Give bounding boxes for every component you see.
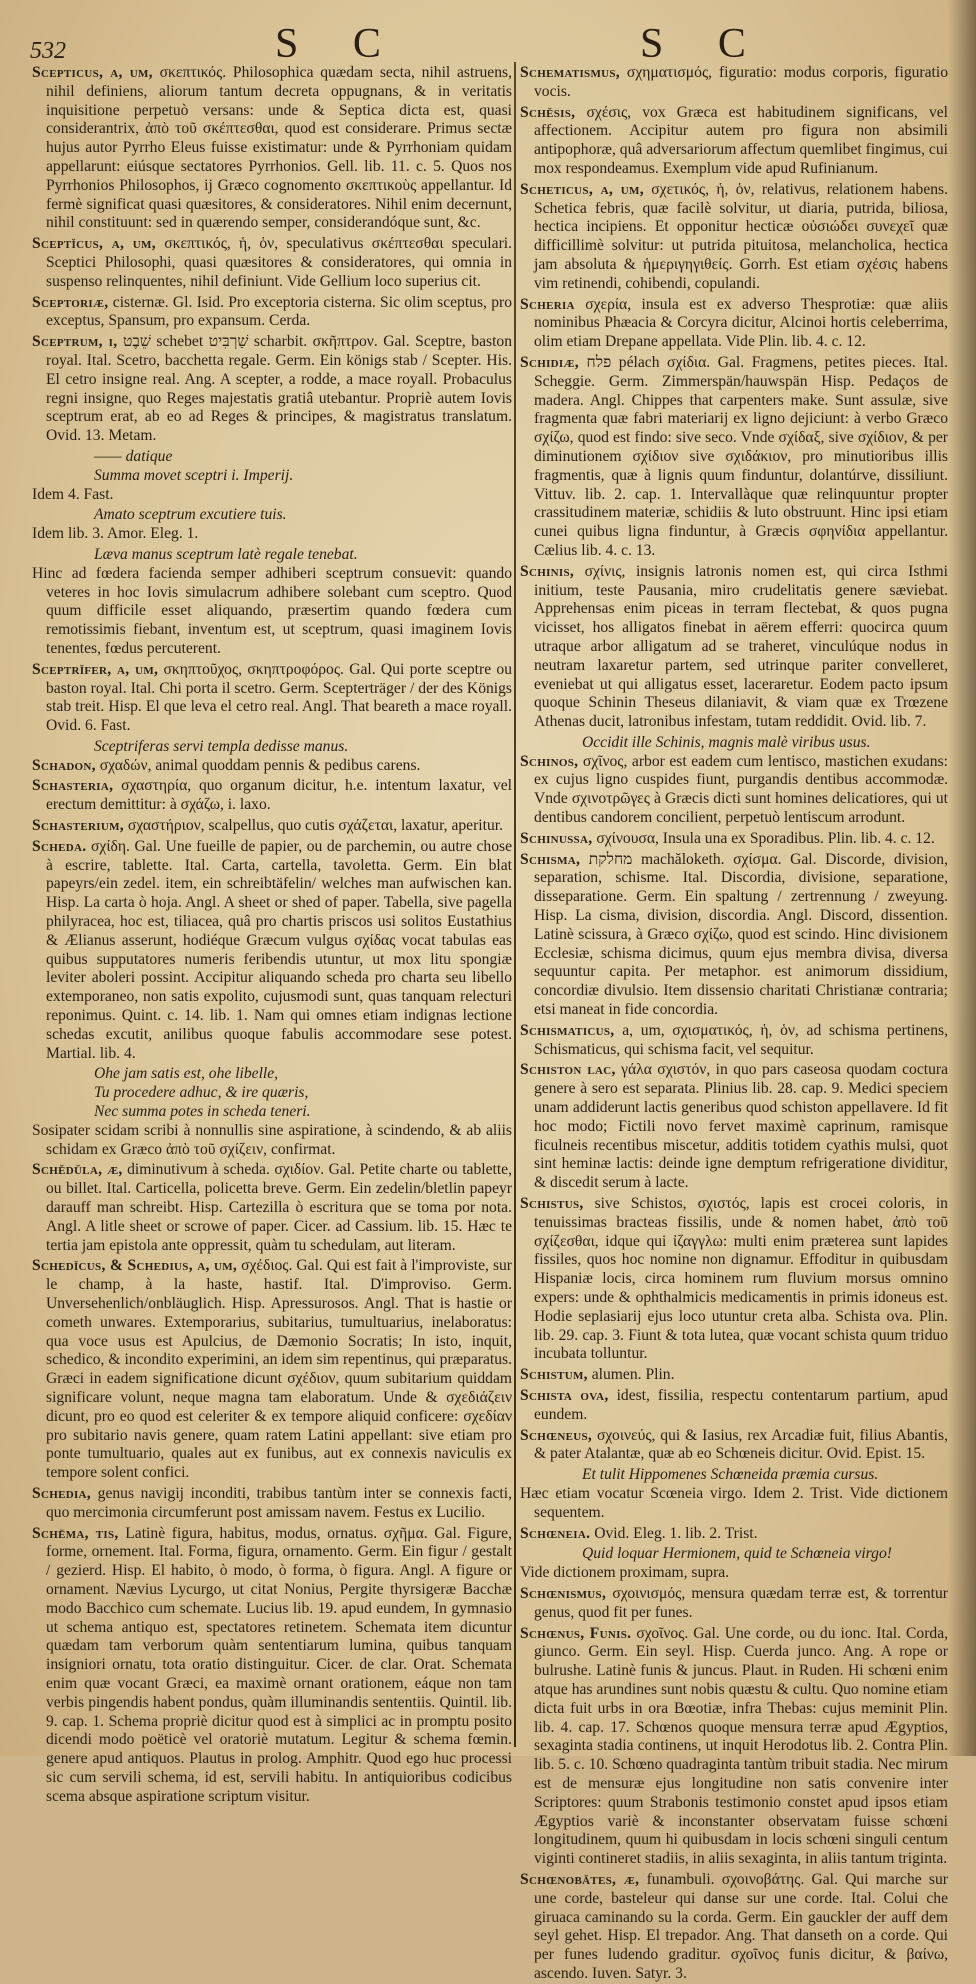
entry-text: Idem 4. Fast.: [32, 485, 114, 503]
running-header-left: S C: [275, 21, 403, 67]
entry-text: Ovid. Eleg. 1. lib. 2. Trist.: [594, 1524, 758, 1542]
dictionary-entry: [32, 838, 512, 1064]
entry-text: מחלקת machăloketh. σχίσμα. Gal. Discorde, division, separation, schisme. Ital. Discordia, divisione, separatione, disseparatione. Germ. Ein spaltung / zertrennung / zweyung. Hisp. La cisma, division, discordia. Angl. Discord, dissention. Latinè scissura, à Græco σχίζω, quod est scindo. Hinc divisionem Ecclesiæ, schisma dicimus, quum ejus membra divisa, diversa sequuntur capita. Per metaphor. est animorum dissidium, concordiæ divulsio. Item dissensio charitati Christianæ contraria; etsi maneat in fide concordia.: [534, 850, 949, 1019]
entry-headword: Schisma,: [520, 850, 581, 868]
entry-text: σκεπτικός. Philosophica quædam secta, nihil astruens, nihil definiens, aliorum tantum decreta oppugnans, & in veritatis inquisitione perpetuò versans: unde & Septica dicta est, quasi considerantrix, ἀπὸ τοῦ σκέπτεσθαι, quod est considerare. Primus sectæ hujus autor Pyrrho Eleus fuisse existimatur: unde & Pyrrhoniam quidam appellarunt: eiúsque sectatores Pyrrhonios. Gell. lib. 11. c. 5. Quos nos Pyrrhonios Philosophos, ij Græco cognomento σκεπτικοὺς appellantur. Id fermè significat quasi quæsitores, & consideratores. Nihil enim decernunt, nihil constituunt: sed in quærendo semper, considerandóque sunt, &c.: [46, 64, 512, 232]
dictionary-entry: [520, 1625, 948, 1869]
entry-text: alumen. Plin.: [591, 1366, 675, 1384]
entry-text: σχαστήριον, scalpellus, quo cutis σχάζεται, laxatur, aperitur.: [127, 817, 503, 835]
entry-headword: Schistum,: [520, 1366, 588, 1384]
entry-text: σχοῖνος. Gal. Une corde, ou du ionc. Ital. Corda, giunco. Germ. Ein seyl. Hisp. Cuerda junco. Ang. A rope or bulrushe. Latinè funis & juncus. Plaut. in Ruden. Hi schœni enim atque has arundines sunt nobis quæstu & cultu. Quo nomine etiam dicta fuit urbs in ora Bœotiæ, infra Thebas: cujus meminit Plin. lib. 4. cap. 17. Schœnos quoque mensura terræ apud Ægyptios, sexaginta stadia continens, ut inquit Herodotus lib. 2. Contra Plin. lib. 5. c. 10. Schœno quadraginta tantùm tribuit stadia. Nec mirum est de mensuræ ejus longitudine non satis convenire inter Scriptores: quum Strabonis testimonio constet apud ipsos etiam Ægyptios variè & inconstanter observatam fuisse schœni longitudinem, quum hi quibusdam in locis schœni singuli centum viginti contineret stadiis, in aliis sexaginta, in aliis tantum triginta.: [534, 1624, 949, 1868]
dictionary-entry: [32, 565, 512, 659]
dictionary-entry: [32, 333, 512, 446]
entry-text: σχῖνος, arbor est eadem cum lentisco, mastichen exudans: ex cujus ligno cuspides fiunt, purgandis dentibus accommodæ. Vnde σχινοτρῶγες à Græcis dicti sunt homines delicatiores, qui ut dentibus candorem concilient, perpetuò lentiscum arrodunt.: [534, 752, 948, 827]
entry-headword: Schœnus, Funis.: [520, 1624, 632, 1642]
entry-text: diminutivum à scheda. σχιδίον. Gal. Petite charte ou tablette, ou billet. Ital. Carticella, policetta breve. Germ. Ein zedelin/bletlin papeyr darauff man schreibt. Hisp. Cartezilla ò escritura que se toma por nota. Angl. A litle sheet or scrowe of paper. Cicer. ad Cassium. lib. 15. Hæc te tertia jam epistola ante oppressit, quàm tu schedulam, aut literam.: [46, 1161, 512, 1254]
entry-text: σχαστηρία, quo organum dicitur, h.e. intentum laxatur, vel erectum demittitur: à σχάζω, i. laxo.: [46, 777, 512, 814]
dictionary-entry: [520, 104, 948, 179]
entry-text: Hinc ad fœdera facienda semper adhiberi sceptrum consuevit: quando veteres in hoc Iovis simulacrum adhibere solebant cum sceptro. Quod quum difficile esset aliquando, præsertim quando fœdera cum remotissimis fiebant, inventum est, ut sceptrum, quasi imaginem Iovis tenentes, fœdus percuterent.: [32, 564, 512, 657]
entry-text: σχερία, insula est ex adverso Thesprotiæ: quæ aliis nominibus Phæacia & Corcyra dicitur, Alcinoi hortis celeberrima, olim etiam Drepane appellata. Vide Plin. lib. 4. c. 12.: [534, 295, 948, 351]
dictionary-entry: [520, 830, 948, 849]
dictionary-entry: [32, 661, 512, 736]
dictionary-entry: [32, 1161, 512, 1255]
column-divider: [514, 62, 516, 1747]
dictionary-entry: [32, 1122, 512, 1160]
page-number: 532: [30, 38, 66, 64]
running-header-right: S C: [640, 21, 768, 67]
entry-headword: Schœnobătes, æ,: [520, 1870, 640, 1888]
binding-shadow: [948, 0, 976, 1756]
entry-headword: Schœneia.: [520, 1524, 591, 1542]
dictionary-entry: [32, 1525, 512, 1807]
quotation-line: Occidit ille Schinis, magnis malè viribus usus.: [582, 733, 871, 751]
entry-headword: Schasteria,: [32, 777, 114, 795]
entry-text: idest, fissilia, respectu contentarum partium, apud eundem.: [534, 1386, 948, 1423]
dictionary-entry: [520, 563, 948, 732]
entry-text: Idem lib. 3. Amor. Eleg. 1.: [32, 525, 199, 543]
entry-text: Hæc etiam vocatur Scœneia virgo. Idem 2. Trist. Vide dictionem sequentem.: [520, 1484, 948, 1521]
dictionary-entry: [32, 525, 512, 544]
dictionary-entry: [520, 181, 948, 294]
entry-text: σχέσις, vox Græca est habitudinem significans, vel affectionem. Accipitur autem pro figura non absimili antipophoræ, quâ adversariorum affectum quemlibet fingimus, cui mox respondeamus. Exemplum vide apud Rufinianum.: [534, 103, 948, 177]
dictionary-entry: [32, 757, 512, 776]
entry-text: σχαδών, animal quoddam pennis & pedibus carens.: [99, 756, 421, 774]
dictionary-entry: [520, 1387, 948, 1425]
dictionary-entry: [520, 296, 948, 352]
entry-text: σχηματισμός, figuratio: modus corporis, figuratio vocis.: [534, 64, 948, 100]
entry-headword: Schematismus,: [520, 64, 620, 81]
entry-text: funambuli. σχοινοβάτης. Gal. Qui marche sur une corde, basteleur qui danse sur une corde. Ital. Colui che giruaca caminando su la corda. Germ. Ein gauckler der auff dem seyl gehet. Hisp. El trepador. Ang. That danseth on a corde. Qui per funes ludendo graditur. σχοῖνος funis dicitur, & βαίνω, ascendo. Iuven. Satyr. 3.: [534, 1870, 948, 1982]
entry-text: σχίδη. Gal. Une fueille de papier, ou de parchemin, ou autre chose à escrire, tablette. Ital. Carta, cartella, tavoletta. Germ. Ein blat papeyrs/ein zedel. item, ein schreibtäfelin/ welches man aufwischen kan. Hisp. La carta ò hoja. Angl. A sheet or shed of paper. Tabella, sive pagella philyracea, hoc est, tiliacea, quâ pro chartis priscos usi solitos Eustathius & Ælianus asserunt, hodiéque Græcum vulgus σχίδας vocat tabulas eas quibus supputatores numeris feribendis utuntur, ut mox litu spongiæ leviter aboleri possint. Accipitur aliquando scheda pro charta seu libello extemporaneo, non satis expolito, cujusmodi sunt, quas tanquam relecturi reponimus. Quint. c. 14. lib. 1. Nam qui omnes etiam indignas lectione schedas excutit, anilibus quoque fabulis accommodare sese potest. Martial. lib. 4.: [46, 837, 513, 1062]
entry-headword: Schasterium,: [32, 817, 124, 835]
entry-text: genus navigij inconditi, trabibus tantùm inter se connexis facti, quo mercimonia circumferunt post amissam navem. Festus ex Lucilio.: [46, 1484, 512, 1521]
entry-text: Vide dictionem proximam, supra.: [520, 1564, 730, 1582]
entry-headword: Schinos,: [520, 752, 579, 770]
dictionary-entry: [32, 817, 512, 836]
entry-text: σκηπτοῦχος, σκηπτροφόρος. Gal. Qui porte sceptre ou baston royal. Ital. Chi porta il scetro. Germ. Scepterträger / der des Königs stab treit. Hisp. El que leva el cetro real. Angl. That beareth a mace royall. Ovid. 6. Fast.: [46, 660, 513, 735]
dictionary-entry: [520, 1022, 948, 1060]
dictionary-entry: [520, 1366, 948, 1385]
dictionary-entry: [520, 1585, 948, 1623]
entry-headword: Schedĭcus, & Schedius, a, um,: [32, 1257, 238, 1275]
quotation-line: Ohe jam satis est, ohe libelle,: [94, 1065, 279, 1083]
entry-headword: Schinis,: [520, 562, 575, 580]
entry-headword: Sceptĭcus, a, um,: [32, 235, 156, 253]
quotation-line: Nec summa potes in scheda teneri.: [94, 1103, 311, 1121]
entry-text: שֵׁבֶט schebet שַׁרְבִּיט scharbit. σκῆπτρον. Gal. Sceptre, baston royal. Ital. Scetro, bacchetta regale. Germ. Ein königs stab / Scepter. His. El cetro insigne real. Ang. A scepter, a rodde, a mace royall. Probaculus regni insigne, quo Reges majestatis gratiâ utebantur. Propriè autem Iovis sceptrum erat, ab eo ad Reges & principes, & magistratus translatum. Ovid. 13. Metam.: [46, 333, 513, 445]
entry-text: σχοινεύς, qui & Iasius, rex Arcadiæ fuit, filius Abantis, & pater Atalantæ, quæ ab eo Schœneis dicitur. Ovid. Epist. 15.: [534, 1426, 948, 1463]
entry-text: sive Schistos, σχιστός, lapis est crocei coloris, in tenuissimas bracteas fissilis, unde & nomen habet, ἀπὸ τοῦ σχίζεσθαι, idque qui ἰζαγγλω: multi enim præterea sunt lapides fissiles, quos hoc nomine non dignamur. Effoditur in quibusdam Hispaniæ locis, circa hominem rum fluvium morsus omnino expers: unde & ophthalmicis medicamentis in primis idoneus est. Hodie seplasiarij ejus loco utuntur creta alba. Schista ova. Plin. lib. 29. cap. 3. Fiunt & tota lutea, quæ vocant schista quum triduo incubata tolluntur.: [534, 1195, 948, 1363]
quotation-line: Quid loquar Hermionem, quid te Schœneia virgo!: [582, 1545, 892, 1563]
entry-text: Latinè figura, habitus, modus, ornatus. σχῆμα. Gal. Figure, forme, ornement. Ital. Forma, figura, ornamento. Germ. Ein figur / gestalt / gezierd. Hisp. El habito, ò modo, ò forma, ò figura. Angl. A figure or ornament. Nævius Lycurgo, ut citat Nonius, Pergite thyrsigeræ Bacchæ modo Bacchico cum schemate. Lucius lib. 19. apud eundem, In gymnasio ut schema antiquo est, spectatores retinetem. Schemata item dicuntur quædam tam verborum quàm sententiarum lumina, quibus tanquam insigniori ornatu, tota oratio distinguitur. Cicer. de clar. Orat. Schemata enim quæ vocant Græci, ea maximè ornant orationem, eáque non tam verbis pingendis habent pondus, quàm illuminandis sententiis. Quintil. lib. 9. cap. 1. Schema propriè dicitur quod est à simplici ac in promptu posito dicendi modo poëticè vel oratoriè mutatum. Legitur & schema fœmin. genere apud antiquos. Plautus in prolog. Amphitr. Quod ego huc processi sic cum servili schema, id est, servili habitu. In antiquioribus codicibus scema absque aspiratione scriptum visitur.: [46, 1524, 512, 1805]
dictionary-entry: [520, 1564, 948, 1583]
entry-headword: Schinussa,: [520, 829, 593, 847]
dictionary-entry: [32, 235, 512, 291]
entry-headword: Schistus,: [520, 1195, 584, 1213]
dictionary-entry: [520, 1061, 948, 1193]
quotation-line: Sceptriferas servi templa dedisse manus.: [94, 737, 349, 755]
entry-text: σχίνουσα, Insula una ex Sporadibus. Plin. lib. 4. c. 12.: [596, 829, 935, 847]
entry-text: σχετικός, ἡ, ὁν, relativus, relationem habens. Schetica febris, quæ facilè solvitur, ut diaria, putrida, biliosa, hectica incipiens. Et opponitur hecticæ οὐσιώδει συνεχεῖ quæ difficillimè solvitur: ut putrida pituitosa, melancholica, hectica jam absoluta & ἡμεριγηγιθείς. Gorrh. Est etiam σχέσις habens vim retinendi, cohibendi, copulandi.: [534, 180, 949, 292]
entry-headword: Schismaticus,: [520, 1021, 615, 1039]
entry-headword: Sceptoriæ,: [32, 293, 109, 311]
dictionary-entry: [32, 294, 512, 332]
entry-headword: Schadon,: [32, 756, 96, 774]
dictionary-entry: [520, 1485, 948, 1523]
dictionary-entry: [520, 1525, 948, 1544]
dictionary-entry: [520, 851, 948, 1020]
entry-headword: Scheda.: [32, 837, 87, 855]
entry-headword: Schista ova,: [520, 1386, 609, 1404]
entry-headword: Schĕdŭla, æ,: [32, 1161, 123, 1179]
dictionary-entry: [32, 1257, 512, 1483]
entry-headword: Scepticus, a, um,: [32, 64, 153, 81]
entry-headword: Schĕsis,: [520, 103, 576, 121]
entry-headword: Schedia,: [32, 1484, 91, 1502]
quotation-line: —— datique: [94, 447, 173, 465]
entry-text: σχίνις, insignis latronis nomen est, qui circa Isthmi initium, teste Pausania, miro crudelitatis genere sæviebat. Apprehensas enim piceas in terram flectebat, & quos pugna vicisset, hos alligatos finebat in aërem efferri: quocirca quum utraque arbor alligatum ad se traheret, vinculúque nodus in neutram laxaretur partem, sed utrinque pariter convelleret, eveniebat ut qui alligatus esset, laceraretur. Eodem pacto ipsum quoque Schinin Theseus dilaniavit, & viam quæ ex Trœzene Athenas ducit, latronibus infestam, tutam reddidit. Ovid. lib. 7.: [534, 562, 948, 731]
entry-headword: Schœnismus,: [520, 1584, 607, 1602]
entry-text: σχέδιος. Gal. Qui est fait à l'improviste, sur le champ, à la haste, hastif. Ital. D'improviso. Germ. Unversehenlich/onbläuglich. Hisp. Apressurosos. Angl. That is hastie or cometh unwares. Extemporarius, subitarius, tumultuarius, inelaboratus: qua voce usus est Apulcius, de Dæmonio Socratis; In isto, inquit, schedico, & incondito experimini, an idem sim repentinus, qui præparatus. Græci in eadem significatione dicunt σχέδιον, quum subitarium quiddam significare volunt, neque magna tam elaboratum. Unde & σχεδιάζειν dicunt, pro eo quod est celeriter & ex tempore aliquid conficere: σχεδίαν pro subitario navis genere, quam ratem Latini appellant: sive etiam pro ponte tumultuario, quales aut ex funibus, aut ex connexis naviculis ex tempore solent confici.: [46, 1257, 512, 1482]
dictionary-entry: [520, 753, 948, 828]
dictionary-entry: [32, 777, 512, 815]
entry-headword: Schēma, tis,: [32, 1524, 119, 1542]
quotation-line: Læva manus sceptrum latè regale tenebat.: [94, 545, 358, 563]
right-column: [520, 64, 949, 1982]
entry-text: Sosipater scidam scribi à nonnullis sine aspiratione, à scindendo, & ab aliis schidam ex Græco ἀπὸ τοῦ σχίζειν, confirmat.: [32, 1121, 512, 1158]
entry-headword: Schiston lac,: [520, 1061, 616, 1079]
entry-text: פלח pélach σχίδια. Gal. Fragmens, petites pieces. Ital. Scheggie. Germ. Zimmerspän/hauwspän Hisp. Pedaços de madera. Angl. Chippes that carpenters make. Sunt assulæ, sive fragmenta quæ fabri materiarij ex ligno dejiciunt: à verbo Græco σχίζω, quod est findo: sive seco. Vnde σχίδαξ, sive σχίδιον, & per diminutionem σχίδιον sive σχιδάκιον, pro minutioribus illis fragmentis, quæ à lignis quum finduntur, dolantúrve, dissiliunt. Vittuv. lib. 2. cap. 1. Intervallàque quæ relinquuntur propter crassitudinem materiæ, schidiis & luto obstruunt. Hinc ipsi etiam cunei quibus ligna finduntur, à Græcis σφηνίδια appellantur. Cælius lib. 4. c. 13.: [534, 353, 948, 559]
dictionary-entry: [32, 64, 512, 233]
dictionary-entry: [32, 1485, 512, 1523]
dictionary-entry: [520, 64, 948, 102]
entry-headword: Sceptrĭfer, a, um,: [32, 660, 159, 678]
entry-text: a, um, σχισματικός, ἡ, ὁν, ad schisma pertinens, Schismaticus, qui schisma facit, vel sequitur.: [534, 1021, 948, 1058]
dictionary-entry: [520, 1195, 948, 1364]
entry-text: σκεπτικός, ἡ, ὁν, speculativus σκέπτεσθαι speculari. Sceptici Philosophi, quasi quæsitores & consideratores, qui omnia in suspenso relinquentes, nihil definiunt. Vide Gellium loco superius cit.: [46, 235, 512, 290]
entry-headword: Sceptrum, i,: [32, 333, 118, 351]
entry-text: γάλα σχιστόν, in quo pars caseosa quodam coctura genere à sero est separata. Plinius lib. 28. cap. 9. Medici speciem unam addiderunt lactis generibus quod schiston appellavere. Id fit hoc modo; Fictili novo fervet maximè caprinum, ramisque ficulneis recentibus miscetur, additis totidem cyathis mulsi, quot sint heminæ lactis: deinde igne demptum refrigeratione dividitur, & discedit serum à lacte.: [534, 1061, 948, 1192]
dictionary-entry: [520, 1427, 948, 1465]
entry-headword: Scheria: [520, 295, 575, 313]
quotation-line: Amato sceptrum excutiere tuis.: [94, 506, 287, 524]
dictionary-entry: [520, 1871, 948, 1984]
entry-text: σχοινισμός, mensura quædam terræ est, & torrentur genus, quod fit per funes.: [534, 1584, 948, 1621]
dictionary-entry: [520, 354, 948, 561]
entry-headword: Schœneus,: [520, 1426, 593, 1444]
entry-text: cisternæ. Gl. Isid. Pro exceptoria cisterna. Sic olim sceptus, pro exceptus, Spansum, pro expansum. Cerda.: [46, 293, 512, 330]
quotation-line: Et tulit Hippomenes Schœneida præmia cursus.: [582, 1466, 879, 1484]
entry-headword: Schidiæ,: [520, 353, 579, 371]
entry-headword: Scheticus, a, um,: [520, 180, 644, 198]
dictionary-entry: [32, 486, 512, 505]
left-column: [32, 64, 513, 1805]
quotation-line: Tu procedere adhuc, & ire quæris,: [94, 1084, 309, 1102]
quotation-line: Summa movet sceptri i. Imperij.: [94, 466, 294, 484]
